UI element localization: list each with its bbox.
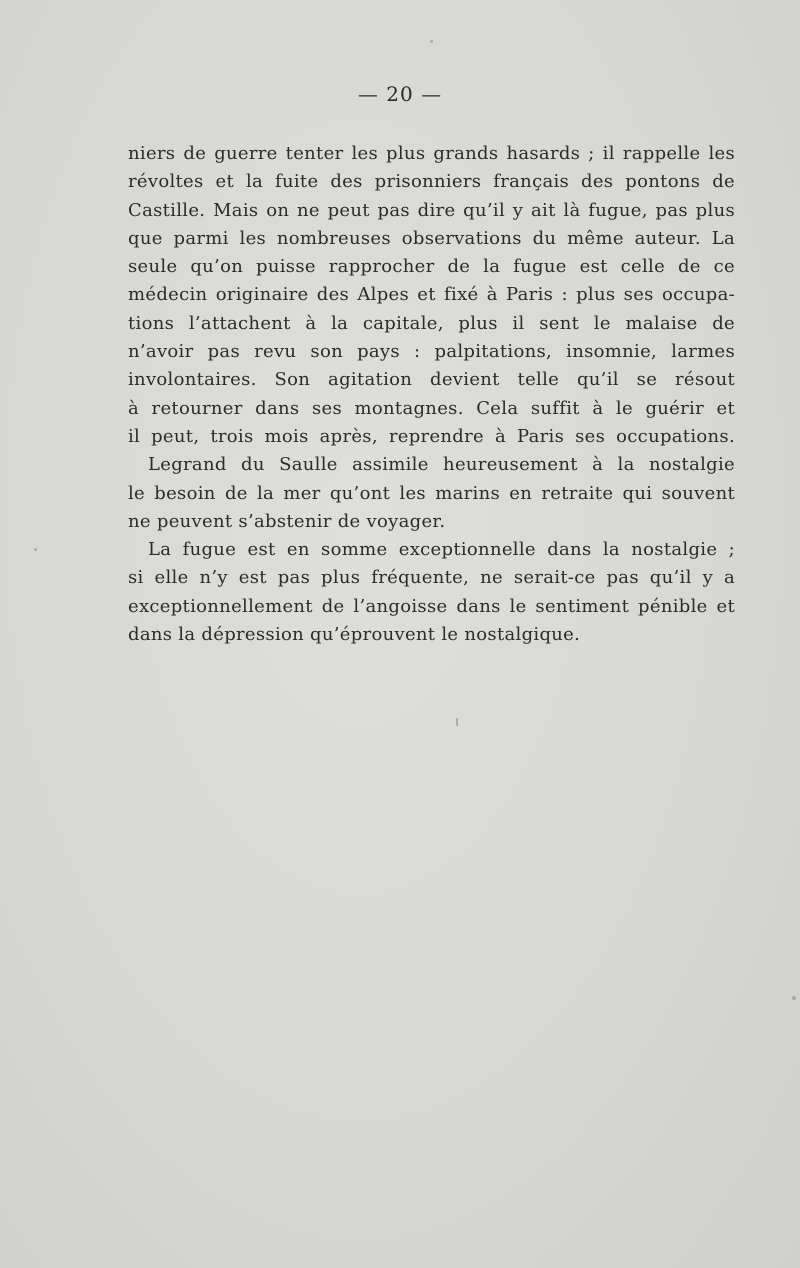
text-line: médecin originaire des Alpes et fixé à Paris : plus ses occupa- [128,284,735,306]
text-line: niers de guerre tenter les plus grands hasards ; il rappelle les [128,143,735,164]
paper-speck [430,40,433,43]
paragraph-1 [128,140,735,451]
text-line: que parmi les nombreuses observations du même auteur. La [128,227,735,249]
text-line: tions l’attachent à la capitale, plus il sent le malaise de [128,312,735,334]
text-line: il peut, trois mois après, reprendre à Paris ses occupations. [128,425,735,447]
text-line: révoltes et la fuite des prisonniers français des pontons de [128,171,735,193]
paper-speck [792,996,796,1000]
text-line: La fugue est en somme exceptionnelle dans la nostalgie ; [148,539,735,561]
text-line: si elle n’y est pas plus fréquente, ne serait-ce pas qu’il y a [128,567,735,589]
text-line: Castille. Mais on ne peut pas dire qu’il y ait là fugue, pas plus [128,199,735,221]
body-text [128,140,735,649]
paper-speck [456,718,458,726]
text-line: exceptionnellement de l’angoisse dans le sentiment pénible et [128,595,735,617]
page-number: — 20 — [357,82,443,106]
text-line: dans la dépression qu’éprouvent le nostalgique. [128,624,581,646]
text-line: involontaires. Son agitation devient telle qu’il se résout [128,369,735,391]
text-line: n’avoir pas revu son pays : palpitations, insomnie, larmes [128,341,735,363]
text-line: Legrand du Saulle assimile heureusement à la nostalgie [148,454,735,476]
text-line: le besoin de la mer qu’ont les marins en retraite qui souvent [128,482,735,504]
paragraph-2 [128,451,735,536]
paragraph-3 [128,536,735,649]
text-line: à retourner dans ses montagnes. Cela suffit à le guérir et [128,397,735,419]
text-line: seule qu’on puisse rapprocher de la fugue est celle de ce [128,256,735,278]
text-line: ne peuvent s’abstenir de voyager. [128,510,446,532]
paper-speck [34,548,37,551]
